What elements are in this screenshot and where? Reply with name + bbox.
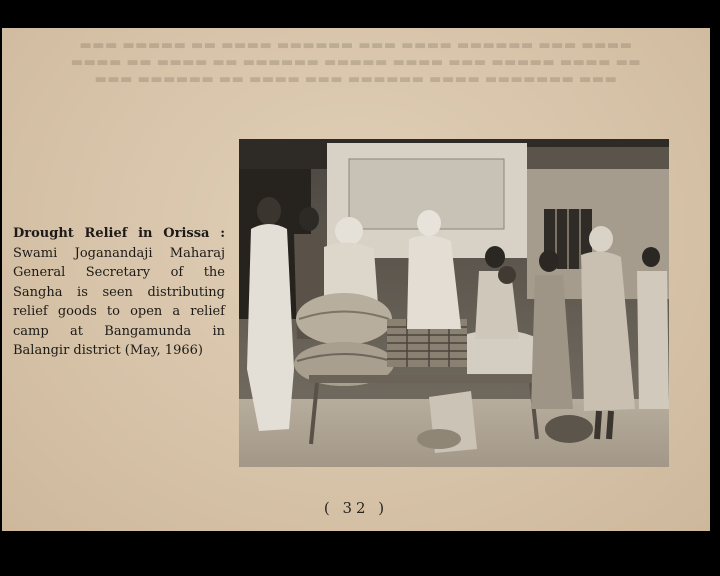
photo-illustration: [239, 139, 669, 467]
page-number: ( 32 ): [323, 499, 389, 517]
photo-caption: [13, 224, 225, 361]
bleed-through-text: ▬▬▬ ▬▬▬▬▬▬ ▬▬ ▬▬▬▬ ▬▬▬ ▬▬▬▬▬▬ ▬▬▬▬ ▬▬▬▬▬▬▬ ▬▬▬: [94, 72, 618, 87]
caption-title: Drought Relief in Orissa :: [13, 226, 225, 241]
bleed-through-text: ▬▬▬ ▬▬▬▬▬ ▬▬ ▬▬▬▬ ▬▬▬▬▬▬ ▬▬▬ ▬▬▬▬ ▬▬▬▬▬▬ ▬▬▬ ▬▬▬▬: [79, 38, 633, 53]
relief-camp-photo: [239, 139, 669, 467]
document-page: [2, 28, 710, 531]
caption-body: Swami Joganandaji Maharaj General Secretary of the Sangha is seen distributing relief goods to open a relief camp at Bangamunda in Balangir district (May, 1966): [13, 245, 225, 358]
bleed-through-text: ▬▬▬▬ ▬▬ ▬▬▬▬ ▬▬ ▬▬▬▬▬▬ ▬▬▬▬▬ ▬▬▬▬ ▬▬▬ ▬▬▬▬▬ ▬▬▬▬ ▬▬: [70, 55, 642, 70]
